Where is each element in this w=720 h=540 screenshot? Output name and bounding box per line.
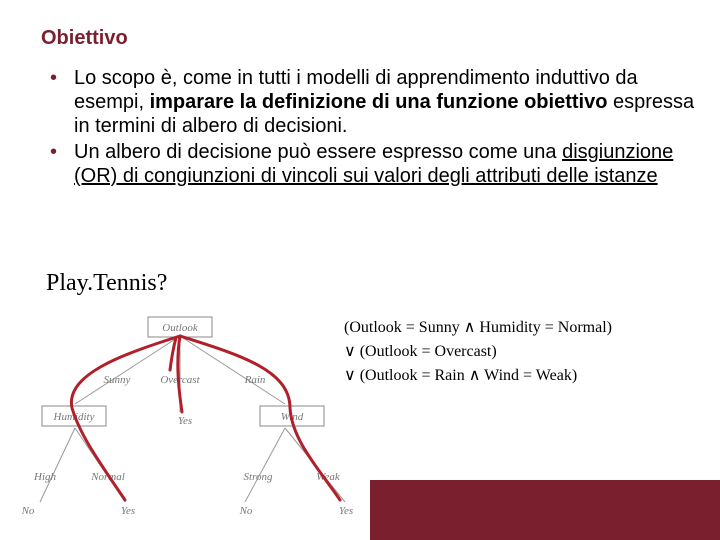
bullet-text: Lo scopo è, come in tutti i modelli di apprendimento induttivo da esempi, bbox=[74, 67, 638, 113]
tree-branch-overcast: Overcast bbox=[160, 374, 200, 386]
tree-leaf: No bbox=[239, 505, 253, 517]
tree-label-outlook: Outlook bbox=[162, 322, 198, 334]
tree-branch-sunny: Sunny bbox=[103, 374, 131, 386]
footer-accent-block bbox=[370, 480, 720, 540]
bullet-dot: • bbox=[50, 67, 58, 89]
decision-tree-diagram bbox=[0, 300, 370, 540]
formula-line: ∨ (Outlook = Rain ∧ Wind = Weak) bbox=[344, 367, 578, 384]
bullet-item bbox=[50, 66, 710, 138]
tree-label-humidity: Humidity bbox=[53, 411, 95, 423]
formula-line: ∨ (Outlook = Overcast) bbox=[344, 343, 497, 360]
slide-title: Obiettivo bbox=[41, 27, 128, 49]
subtitle: Play.Tennis? bbox=[46, 270, 168, 296]
bullet-text: Un albero di decisione può essere espresso come una bbox=[74, 141, 563, 163]
tree-branch-high: High bbox=[34, 471, 56, 483]
tree-leaf-overcast-yes: Yes bbox=[177, 415, 193, 427]
tree-branch-rain: Rain bbox=[244, 374, 266, 386]
tree-leaf: Yes bbox=[338, 505, 354, 517]
bullet-item bbox=[50, 140, 710, 188]
bullet-bold-text: imparare la definizione di una funzione obiettivo bbox=[149, 91, 608, 113]
tree-leaf: No bbox=[21, 505, 35, 517]
tree-label-wind: Wind bbox=[280, 411, 304, 423]
formula bbox=[344, 316, 612, 388]
tree-leaf: Yes bbox=[120, 505, 136, 517]
tree-branch-weak: Weak bbox=[316, 471, 340, 483]
formula-line: (Outlook = Sunny ∧ Humidity = Normal) bbox=[344, 319, 612, 336]
tree-branch-normal: Normal bbox=[91, 471, 125, 483]
tree-branch-strong: Strong bbox=[243, 471, 273, 483]
bullet-list bbox=[50, 66, 710, 188]
bullet-dot: • bbox=[50, 141, 58, 163]
bullet-underlined-text: disgiunzione (OR) di congiunzioni di vincoli sui valori degli attributi delle istanze bbox=[74, 141, 674, 187]
bullet-text: espressa in termini di albero di decisioni. bbox=[74, 91, 695, 137]
